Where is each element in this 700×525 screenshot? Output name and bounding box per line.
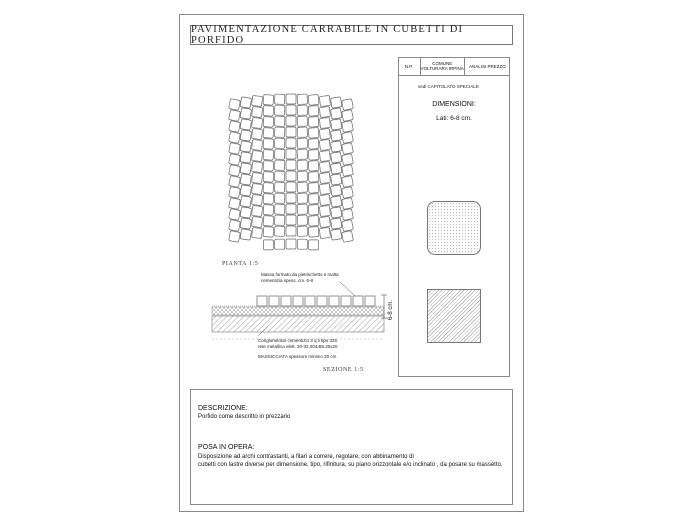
- porphyry-section-sample: [427, 289, 481, 343]
- note-concrete-1: Conglomerato cementizio 3 q.li tipo 325: [258, 338, 338, 343]
- note-bedding-1: Massa formato da pietrischetto e malta: [261, 272, 339, 277]
- porphyry-surface-sample: [427, 201, 481, 255]
- note-concrete-2: rete metallica elett. 20-32,004,B6.20x20: [258, 344, 338, 349]
- note-base: MASSICCIATA spessore minimo 20 cm: [258, 354, 337, 359]
- capitolato-note: vedi CAPITOLATO SPECIALE: [418, 84, 479, 89]
- comune-cell: COMUNE VOLTURARA IRPINA: [421, 57, 465, 75]
- description-heading: DESCRIZIONE:: [198, 405, 248, 412]
- section-label: SEZIONE 1:5: [323, 367, 364, 373]
- plan-label: PIANTA 1:5: [222, 261, 259, 267]
- section-dim-label: 6-8 cm.: [388, 299, 394, 320]
- bedding-layer: [212, 307, 384, 315]
- info-header: [398, 57, 510, 76]
- page-title: PAVIMENTAZIONE CARRABILE IN CUBETTI DI PORFIDO: [191, 24, 464, 46]
- np-cell: N.P.: [398, 57, 421, 75]
- dimensions-heading: DIMENSIONI:: [432, 101, 476, 108]
- dimensions-value: Lati: 6-8 cm.: [436, 115, 472, 122]
- description-text: Porfido come descritto in prezzario: [198, 414, 291, 420]
- posa-line-2: cubetti con lastre diverse per dimensione, tipo, rifinitura, su piano orizzontale e/o inclinato , da posare su massetto.: [198, 462, 503, 468]
- posa-line-1: Disposizione ad archi contrastanti, a filari a correre, regolare, con abbinamento di: [198, 454, 414, 460]
- section-cubes: [257, 296, 375, 306]
- posa-heading: POSA IN OPERA:: [198, 444, 255, 451]
- note-bedding-2: cementizia spess. cm. 6-8: [261, 278, 314, 283]
- analisi-cell: ANALISI PREZZO: [469, 63, 506, 69]
- concrete-layer: [212, 316, 384, 332]
- leader-line: [340, 282, 355, 296]
